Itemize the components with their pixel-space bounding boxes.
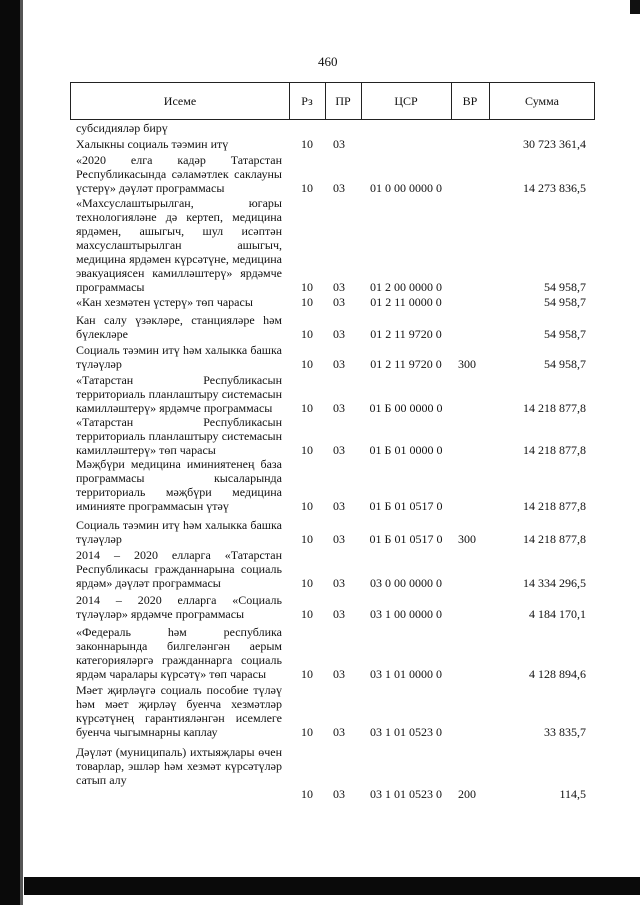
header-csr: ЦСР <box>394 94 418 108</box>
scan-bottom-border <box>24 877 640 895</box>
row-csr: 01 2 11 0000 0 <box>370 295 442 309</box>
row-rz: 10 <box>301 499 313 513</box>
row-csr: 01 Б 01 0000 0 <box>369 443 443 457</box>
row-name: Социаль тәэмин итү һәм халыкка башка түләүләр <box>76 343 282 371</box>
row-sum: 14 273 836,5 <box>523 181 586 195</box>
row-sum: 114,5 <box>559 787 586 801</box>
header-pr: ПР <box>335 94 351 108</box>
row-sum: 4 128 894,6 <box>529 667 586 681</box>
row-rz: 10 <box>301 327 313 341</box>
table-row <box>0 415 640 457</box>
row-sum: 14 334 296,5 <box>523 576 586 590</box>
row-sum: 14 218 877,8 <box>523 532 586 546</box>
table-row <box>0 625 640 681</box>
row-csr: 01 Б 01 0517 0 <box>369 532 443 546</box>
row-vr: 300 <box>458 532 476 546</box>
row-sum: 54 958,7 <box>544 295 586 309</box>
row-pr: 03 <box>333 576 345 590</box>
row-rz: 10 <box>301 357 313 371</box>
row-csr: 01 Б 00 0000 0 <box>369 401 443 415</box>
row-rz: 10 <box>301 725 313 739</box>
scan-corner-mark <box>630 0 640 14</box>
header-sum: Сумма <box>525 94 559 108</box>
row-sum: 54 958,7 <box>544 327 586 341</box>
row-rz: 10 <box>301 532 313 546</box>
row-name: Мәҗбүри медицина иминиятенең база программасы кысаларында территориаль мәҗбүри медицина иминияте программасын үтәү <box>76 457 282 513</box>
row-pr: 03 <box>333 667 345 681</box>
row-rz: 10 <box>301 280 313 294</box>
row-rz: 10 <box>301 787 313 801</box>
row-name: «2020 елга кадәр Татарстан Республикасында сәламәтлек саклауны үстерү» дәүләт программасы <box>76 153 282 195</box>
row-csr: 03 0 00 0000 0 <box>370 576 442 590</box>
row-sum: 14 218 877,8 <box>523 401 586 415</box>
row-pr: 03 <box>333 532 345 546</box>
row-sum: 14 218 877,8 <box>523 443 586 457</box>
row-pr: 03 <box>333 327 345 341</box>
page-number: 460 <box>318 54 338 69</box>
row-pr: 03 <box>333 607 345 621</box>
row-vr: 200 <box>458 787 476 801</box>
row-name: Дәүләт (муниципаль) ихтыяҗлары өчен товарлар, эшләр һәм хезмәт күрсәтүләр сатып алу <box>76 745 282 787</box>
row-csr: 03 1 01 0000 0 <box>370 667 442 681</box>
row-name: «Татарстан Республикасын территориаль планлаштыру системасын камилләштерү» төп чарасы <box>76 415 282 457</box>
table-row <box>0 313 640 341</box>
table-row <box>0 196 640 294</box>
row-rz: 10 <box>301 576 313 590</box>
table-row <box>0 548 640 590</box>
table-header <box>70 82 595 120</box>
table-row <box>0 518 640 546</box>
table-row <box>0 343 640 371</box>
row-pr: 03 <box>333 181 345 195</box>
table-row <box>0 593 640 621</box>
row-sum: 33 835,7 <box>544 725 586 739</box>
table-row <box>0 683 640 739</box>
row-rz: 10 <box>301 443 313 457</box>
row-sum: 14 218 877,8 <box>523 499 586 513</box>
row-name: Мәет җирләүгә социаль пособие түләү һәм мәет җирләү буенча хезмәтләр күрсәтүнең гарантияләнгән исемлеге буенча чыгымнарны каплау <box>76 683 282 739</box>
row-rz: 10 <box>301 667 313 681</box>
table-row <box>0 153 640 195</box>
row-pr: 03 <box>333 357 345 371</box>
row-sum: 54 958,7 <box>544 280 586 294</box>
row-name: «Татарстан Республикасын территориаль планлаштыру системасын камилләштерү» ярдәмче программасы <box>76 373 282 415</box>
header-vr: ВР <box>462 94 478 108</box>
row-name: 2014 – 2020 елларга «Татарстан Республикасы гражданнарына социаль ярдәм» дәүләт программасы <box>76 548 282 590</box>
row-rz: 10 <box>301 401 313 415</box>
row-csr: 01 Б 01 0517 0 <box>369 499 443 513</box>
table-row <box>0 745 640 801</box>
header-rz: Рз <box>301 94 313 108</box>
row-pr: 03 <box>333 443 345 457</box>
row-csr: 03 1 01 0523 0 <box>370 725 442 739</box>
row-sum: 30 723 361,4 <box>523 137 586 151</box>
continued-row-fragment: субсидияләр бирү <box>76 121 168 135</box>
row-vr: 300 <box>458 357 476 371</box>
row-name: Кан салу үзәкләре, станцияләре һәм бүлекләре <box>76 313 282 341</box>
row-csr: 03 1 01 0523 0 <box>370 787 442 801</box>
row-rz: 10 <box>301 295 313 309</box>
row-name: «Федераль һәм республика законнарында билгеләнгән аерым категорияләргә гражданнарга социаль ярдәм чаралары күрсәтү» төп чарасы <box>76 625 282 681</box>
table-row <box>0 457 640 513</box>
row-sum: 4 184 170,1 <box>529 607 586 621</box>
row-pr: 03 <box>333 725 345 739</box>
table-row <box>0 137 640 151</box>
row-pr: 03 <box>333 499 345 513</box>
row-sum: 54 958,7 <box>544 357 586 371</box>
row-csr: 01 2 00 0000 0 <box>370 280 442 294</box>
row-pr: 03 <box>333 137 345 151</box>
row-csr: 01 2 11 9720 0 <box>370 357 442 371</box>
row-name: «Махсуслаштырылган, югары технологияләне дә кертеп, медицина ярдәмен, ашыгыч, шул исәптән махсуслаштырылган ашыгыч, медицина ярдәмен күрсәтүне, медицина эвакуациясен камилләштерү» ярдәмче программасы <box>76 196 282 294</box>
row-csr: 01 2 11 9720 0 <box>370 327 442 341</box>
row-rz: 10 <box>301 137 313 151</box>
row-pr: 03 <box>333 787 345 801</box>
row-rz: 10 <box>301 181 313 195</box>
header-name: Исеме <box>163 94 197 108</box>
row-csr: 03 1 00 0000 0 <box>370 607 442 621</box>
table-row <box>0 373 640 415</box>
row-rz: 10 <box>301 607 313 621</box>
row-pr: 03 <box>333 401 345 415</box>
row-pr: 03 <box>333 280 345 294</box>
row-csr: 01 0 00 0000 0 <box>370 181 442 195</box>
row-name: Социаль тәэмин итү һәм халыкка башка түләүләр <box>76 518 282 546</box>
table-row <box>0 295 640 309</box>
row-pr: 03 <box>333 295 345 309</box>
row-name: «Кан хезмәтен үстерү» төп чарасы <box>76 295 253 309</box>
row-name: 2014 – 2020 елларга «Социаль түләүләр» ярдәмче программасы <box>76 593 282 621</box>
row-name: Халыкны социаль тәэмин итү <box>76 137 229 151</box>
